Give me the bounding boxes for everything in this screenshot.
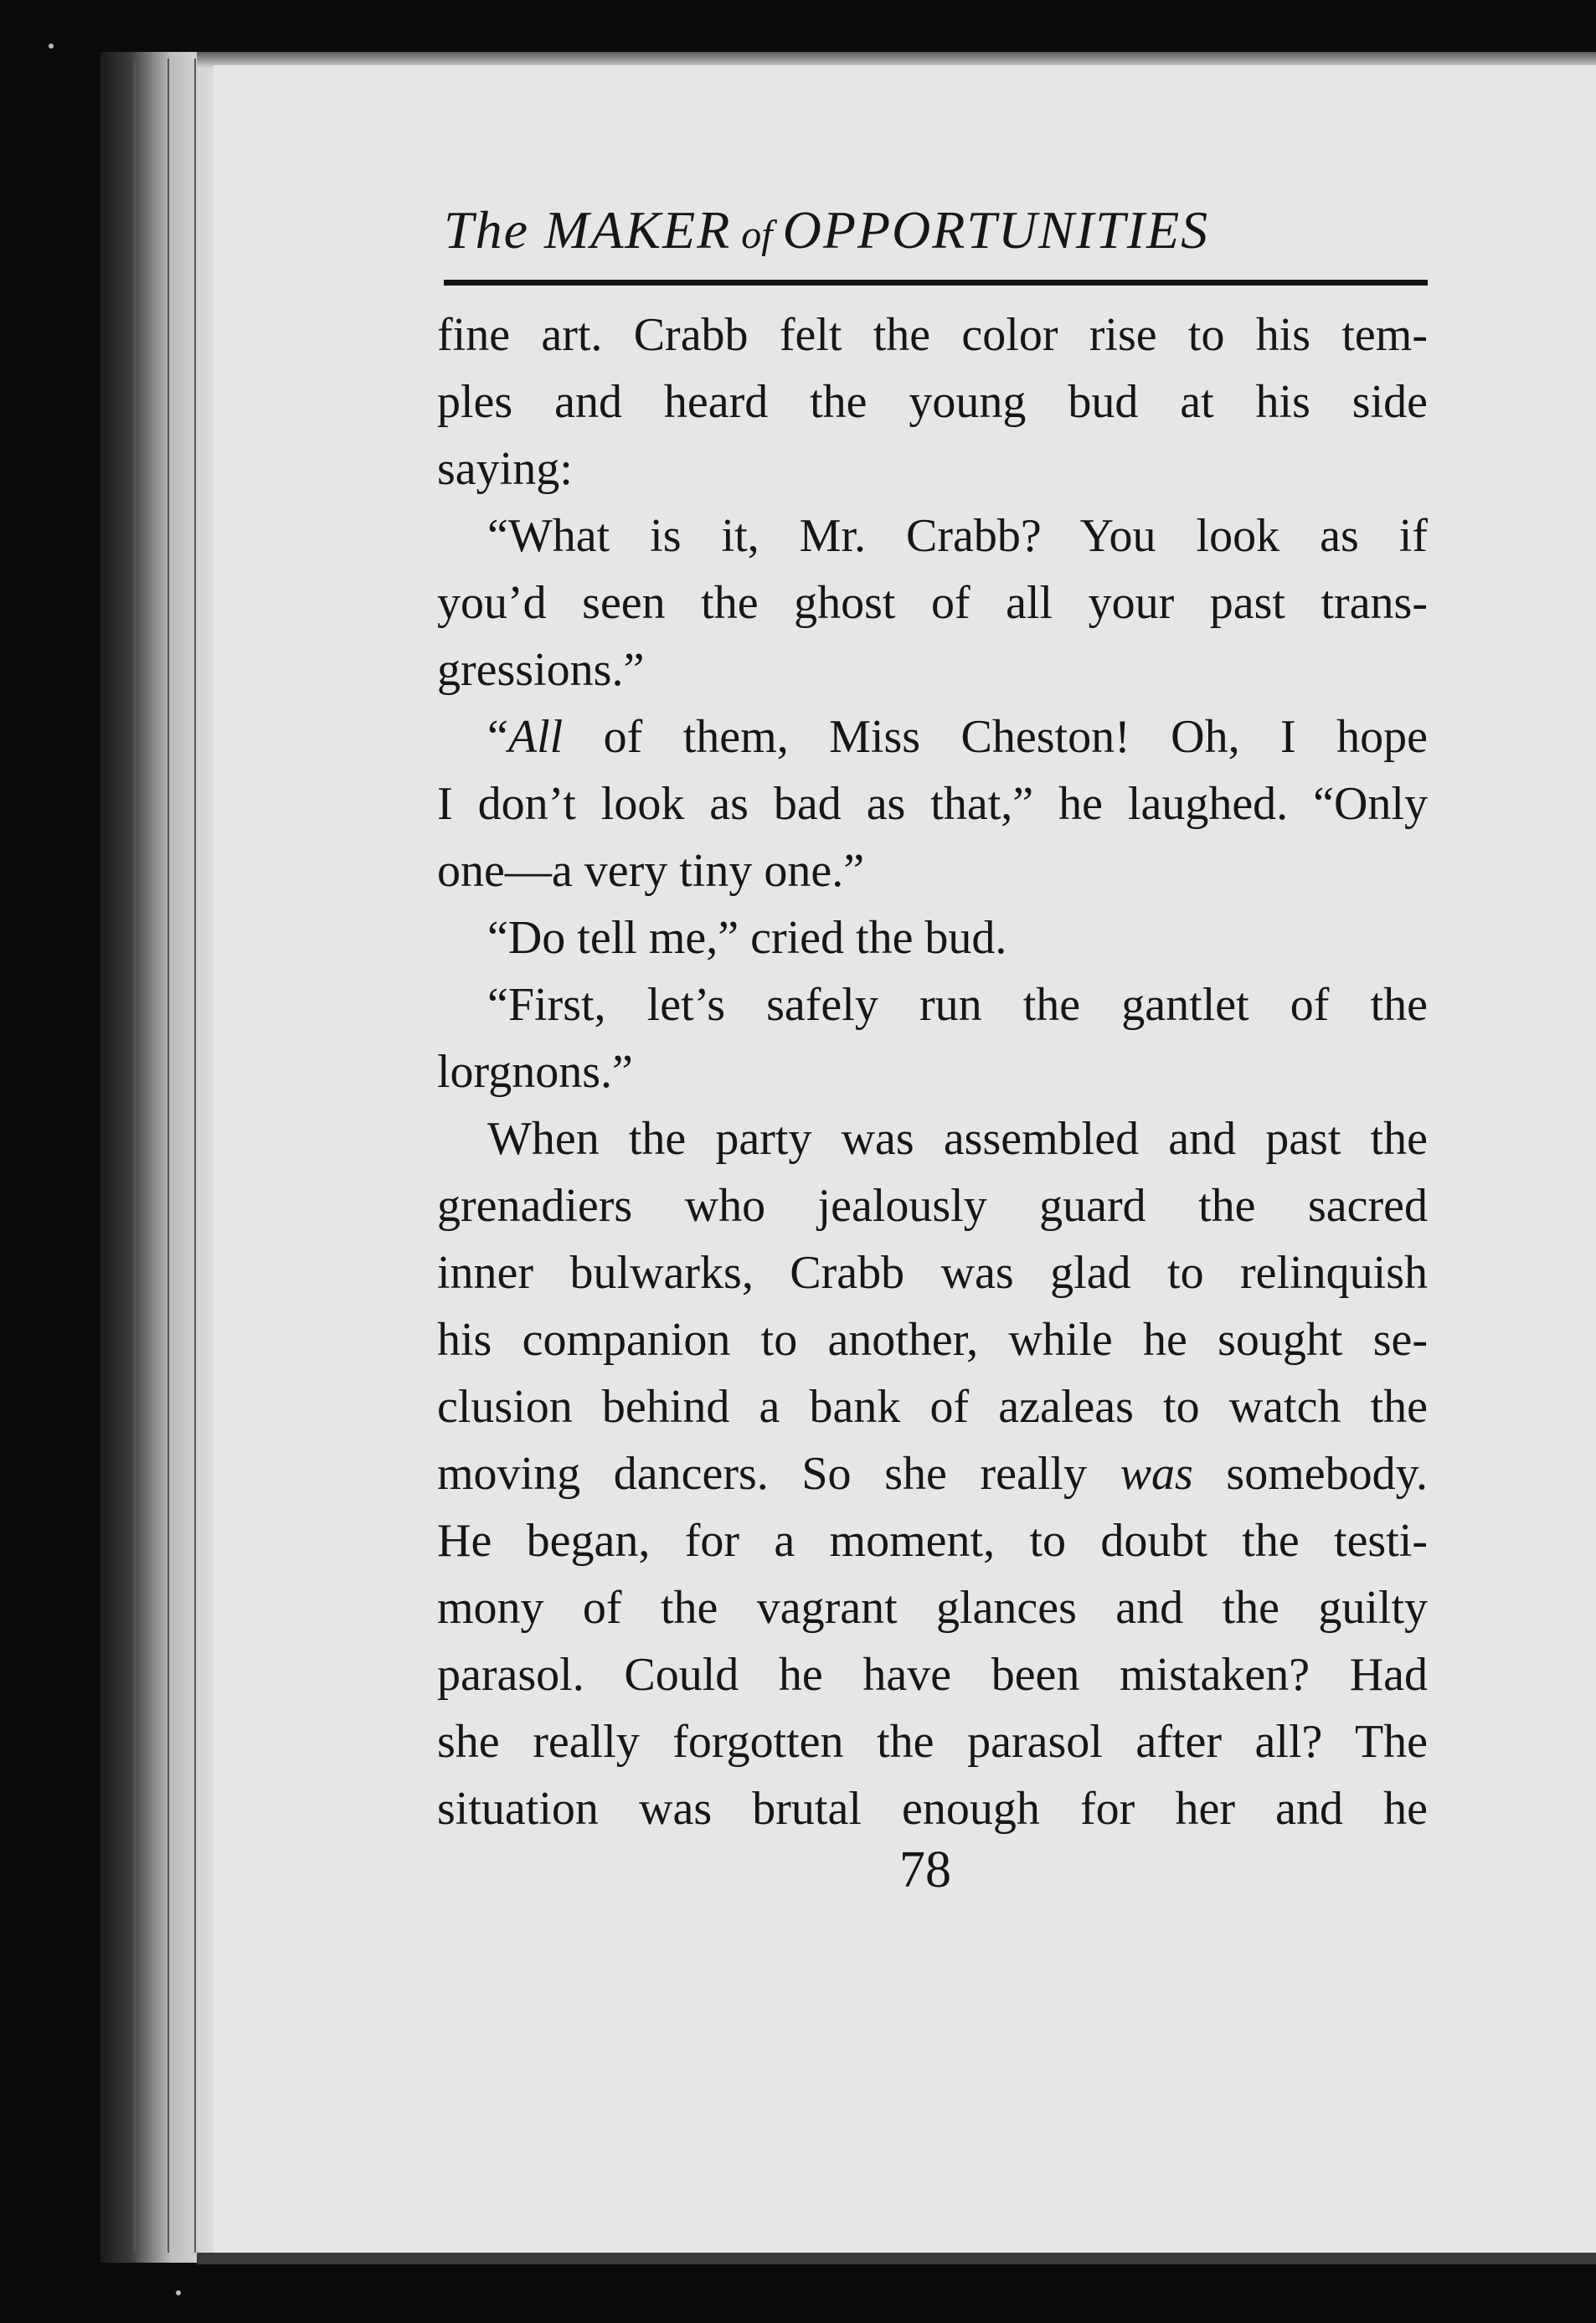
text-line: grenadiers who jealously guard the sacred bbox=[437, 1180, 1428, 1232]
scan-speck bbox=[176, 2290, 181, 2295]
header-rule bbox=[444, 280, 1428, 286]
text-line bbox=[437, 703, 1428, 770]
text-line bbox=[437, 1440, 1428, 1507]
text-line: I don’t look as bad as that,” he laughed. “Only bbox=[437, 778, 1428, 830]
text-line: one—a very tiny one.” bbox=[437, 845, 865, 897]
italic-word: All bbox=[507, 711, 564, 763]
page-edge-line bbox=[134, 59, 136, 2253]
text-line: clusion behind a bank of azaleas to watch the bbox=[437, 1381, 1428, 1433]
page-edge-line bbox=[194, 59, 196, 2253]
line-rest: of them, Miss Cheston! Oh, I hope bbox=[563, 711, 1428, 763]
text-line: mony of the vagrant glances and the guilty bbox=[437, 1582, 1428, 1634]
text-line: situation was brutal enough for her and he bbox=[437, 1783, 1428, 1835]
running-header-maker: MAKER bbox=[544, 200, 732, 260]
page-edge-line bbox=[167, 59, 169, 2253]
page-number: 78 bbox=[899, 1841, 951, 1898]
line-after: somebody. bbox=[1192, 1448, 1428, 1500]
line-before: moving dancers. So she really bbox=[437, 1448, 1120, 1500]
text-line: fine art. Crabb felt the color rise to his tem- bbox=[437, 309, 1428, 361]
text-line: “What is it, Mr. Crabb? You look as if bbox=[487, 510, 1428, 562]
text-line: you’d seen the ghost of all your past trans- bbox=[437, 577, 1428, 629]
open-quote: “ bbox=[487, 711, 508, 763]
page-bottom-shadow bbox=[197, 2253, 1596, 2264]
text-line: lorgnons.” bbox=[437, 1046, 633, 1098]
text-line: inner bulwarks, Crabb was glad to relinquish bbox=[437, 1247, 1428, 1299]
text-line: ples and heard the young bud at his side bbox=[437, 376, 1428, 428]
text-line: He began, for a moment, to doubt the testi- bbox=[437, 1515, 1428, 1567]
text-line: When the party was assembled and past the bbox=[487, 1113, 1428, 1165]
scan-speck bbox=[49, 44, 54, 49]
running-header-opportunities: OPPORTUNITIES bbox=[782, 200, 1210, 260]
text-line: parasol. Could he have been mistaken? Had bbox=[437, 1649, 1428, 1701]
text-line: “First, let’s safely run the gantlet of the bbox=[487, 979, 1428, 1031]
running-header-the: The bbox=[444, 200, 544, 260]
text-line: she really forgotten the parasol after all? The bbox=[437, 1716, 1428, 1768]
text-line: saying: bbox=[437, 443, 573, 495]
text-line: “Do tell me,” cried the bud. bbox=[487, 912, 1007, 964]
running-header bbox=[444, 199, 1428, 261]
book-page-edges bbox=[100, 52, 218, 2263]
running-header-of: of bbox=[731, 213, 783, 257]
text-line: his companion to another, while he sought se- bbox=[437, 1314, 1428, 1366]
text-line: gressions.” bbox=[437, 644, 645, 696]
italic-word: was bbox=[1120, 1448, 1193, 1500]
body-text bbox=[437, 301, 1428, 1842]
